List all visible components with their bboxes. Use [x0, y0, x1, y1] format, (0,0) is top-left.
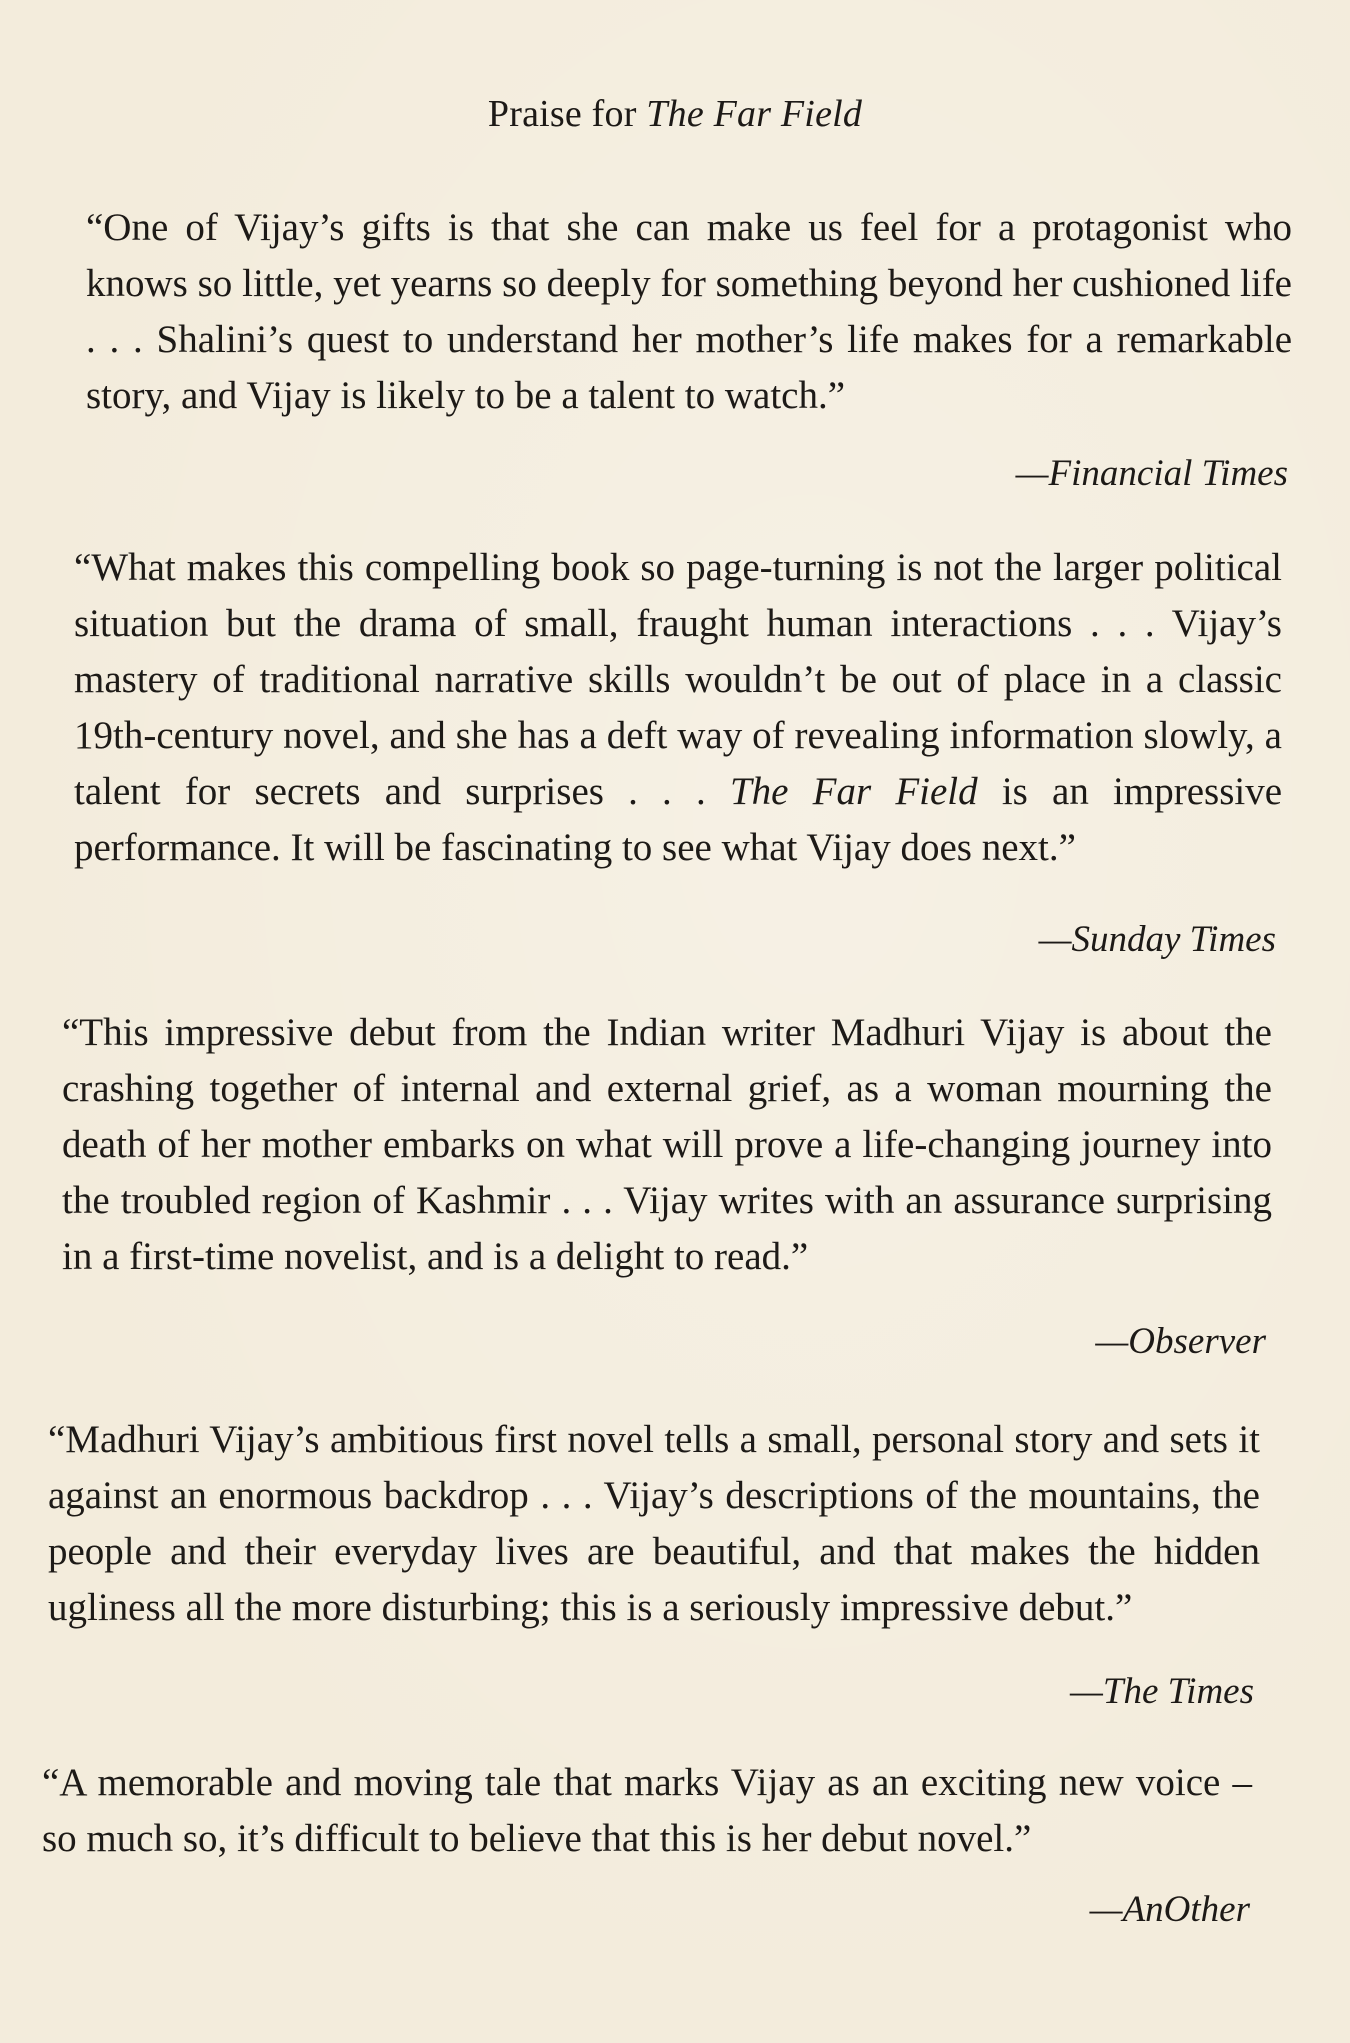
- quote-text-before: “What makes this compelling book so page-turning is not the larger political situation but the drama of small, fraught human interactions . . . Vijay’s mastery of traditional narrative skills wouldn’t be out of place in a classic 19th-century novel, and she has a deft way of revealing information slowly, a talent for secrets and surprises . . .: [74, 546, 1282, 813]
- quote-text-after: is an impressive performance. It will be fascinating to see what Vijay does next.”: [74, 770, 1283, 869]
- quote-text: [74, 540, 1282, 876]
- quote-text: “Madhuri Vijay’s ambitious first novel tells a small, personal story and sets it against an enormous backdrop . . . Vijay’s descriptions of the mountains, the people and their everyday lives are beautiful, and that makes the hidden ugliness all the more disturbing; this is a seriously impressive debut.”: [48, 1418, 1260, 1629]
- review-quote-2: [74, 540, 1282, 876]
- review-quote-1: [86, 200, 1292, 424]
- page-heading: [0, 92, 1350, 136]
- quote-text: “One of Vijay’s gifts is that she can make us feel for a protagonist who knows so little, yet yearns so deeply for something beyond her cushioned life . . . Shalini’s quest to understand her mother’s life makes for a remarkable story, and Vijay is likely to be a talent to watch.”: [86, 206, 1292, 417]
- review-quote-4: [48, 1412, 1260, 1636]
- quote-source-5: —AnOther: [1089, 1889, 1250, 1930]
- quote-source-3: —Observer: [1095, 1321, 1266, 1362]
- quote-text: “A memorable and moving tale that marks Vijay as an exciting new voice – so much so, it’s difficult to believe that this is her debut novel.”: [42, 1761, 1252, 1860]
- quote-source-2: —Sunday Times: [1038, 919, 1276, 960]
- heading-book-title: The Far Field: [646, 93, 863, 135]
- quote-source-1: —Financial Times: [1015, 453, 1288, 494]
- quote-book-title: The Far Field: [729, 770, 978, 813]
- quote-source-4: —The Times: [1069, 1671, 1254, 1712]
- review-quote-5: [42, 1755, 1252, 1867]
- heading-prefix: Praise for: [487, 93, 637, 135]
- quote-text: “This impressive debut from the Indian writer Madhuri Vijay is about the crashing together of internal and external grief, as a woman mourning the death of her mother embarks on what will prove a life-changing journey into the troubled region of Kashmir . . . Vijay writes with an assurance surprising in a first-time novelist, and is a delight to read.”: [62, 1011, 1272, 1278]
- review-quote-3: [62, 1005, 1272, 1285]
